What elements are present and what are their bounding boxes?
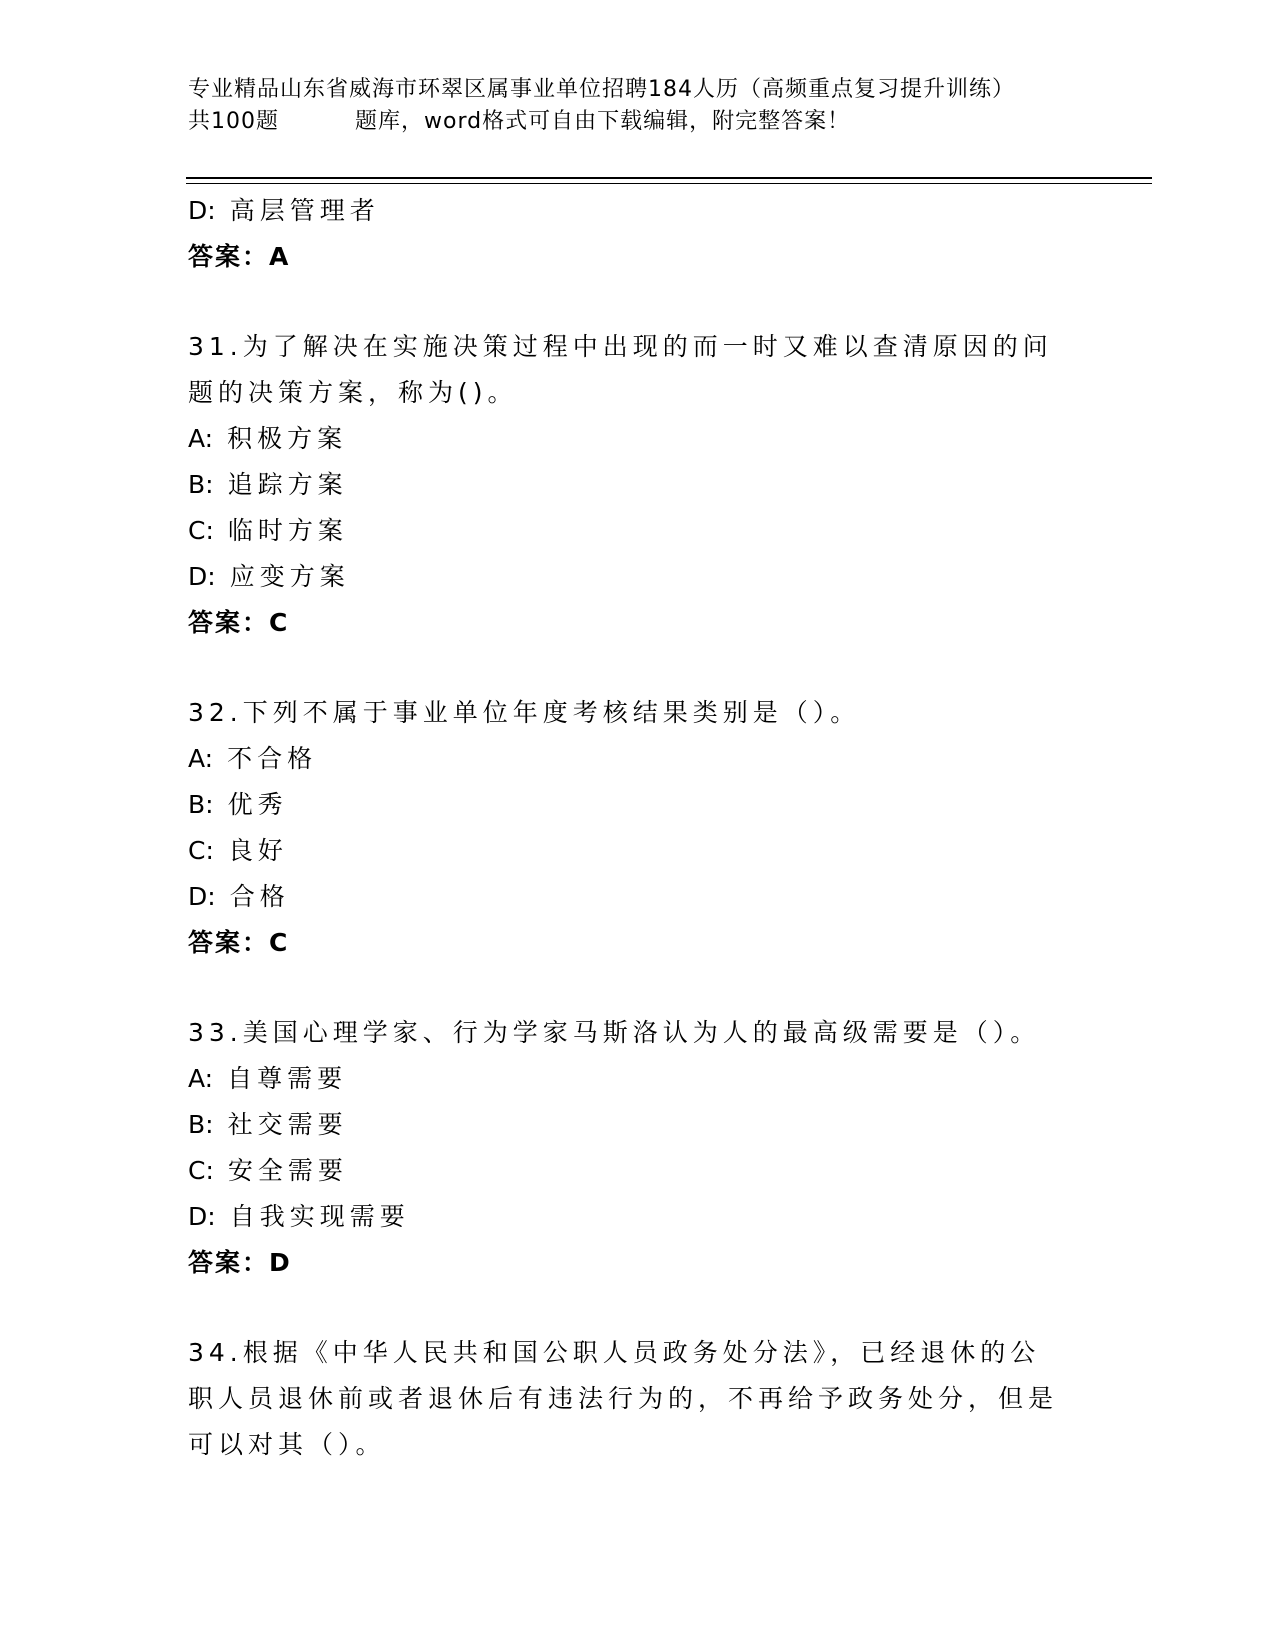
option-c xyxy=(188,1148,1088,1194)
option-label: B: xyxy=(188,790,214,819)
question-stem: 34.根据《中华人民共和国公职人员政务处分法》，已经退休的公职人员退休前或者退休后有违法行为的，不再给予政务处分，但是可以对其（）。 xyxy=(188,1338,1059,1459)
header-divider-thin xyxy=(186,183,1152,184)
question-31 xyxy=(188,324,1088,646)
question-stem: 31.为了解决在实施决策过程中出现的而一时又难以查清原因的问题的决策方案，称为()。 xyxy=(188,332,1053,407)
header-subtitle-line xyxy=(188,106,1118,138)
option-label: B: xyxy=(188,470,214,499)
option-label: B: xyxy=(188,1110,214,1139)
option-text: 良好 xyxy=(227,836,288,865)
header-divider-thick xyxy=(186,177,1152,179)
question-continued xyxy=(188,188,1088,280)
option-label: C: xyxy=(188,836,214,865)
option-text: 追踪方案 xyxy=(227,470,348,499)
option-text: 自我实现需要 xyxy=(229,1202,410,1231)
question-34 xyxy=(188,1330,1088,1468)
option-label: D: xyxy=(188,196,216,225)
option-label: C: xyxy=(188,516,214,545)
answer-line: 答案：D xyxy=(188,1248,292,1277)
option-a xyxy=(188,1056,1088,1102)
header-title-line: 专业精品山东省威海市环翠区属事业单位招聘184人历（高频重点复习提升训练） xyxy=(188,77,1015,102)
option-text: 优秀 xyxy=(227,790,288,819)
option-b xyxy=(188,462,1088,508)
option-text: 不合格 xyxy=(227,744,318,773)
option-b xyxy=(188,1102,1088,1148)
option-label: D: xyxy=(188,1202,216,1231)
option-d xyxy=(188,554,1088,600)
option-text: 高层管理者 xyxy=(229,196,380,225)
header-question-count: 共100题 xyxy=(188,109,279,134)
document-header xyxy=(188,74,1118,138)
option-text: 应变方案 xyxy=(229,562,350,591)
option-d xyxy=(188,188,1088,234)
option-label: D: xyxy=(188,882,216,911)
option-label: C: xyxy=(188,1156,214,1185)
question-list xyxy=(188,188,1088,1468)
option-d xyxy=(188,1194,1088,1240)
option-label: A: xyxy=(188,744,214,773)
answer-line: 答案：C xyxy=(188,608,290,637)
answer-line: 答案：C xyxy=(188,928,290,957)
question-33 xyxy=(188,1010,1088,1286)
option-text: 自尊需要 xyxy=(227,1064,348,1093)
option-d xyxy=(188,874,1088,920)
option-text: 社交需要 xyxy=(227,1110,348,1139)
option-c xyxy=(188,828,1088,874)
option-text: 安全需要 xyxy=(227,1156,348,1185)
option-label: A: xyxy=(188,424,214,453)
option-b xyxy=(188,782,1088,828)
option-text: 临时方案 xyxy=(227,516,348,545)
header-description: 题库，word格式可自由下载编辑，附完整答案！ xyxy=(355,109,851,134)
option-label: A: xyxy=(188,1064,214,1093)
option-a xyxy=(188,416,1088,462)
answer-line: 答案：A xyxy=(188,242,291,271)
option-text: 合格 xyxy=(229,882,290,911)
option-a xyxy=(188,736,1088,782)
option-c xyxy=(188,508,1088,554)
question-stem: 32.下列不属于事业单位年度考核结果类别是（）。 xyxy=(188,698,861,727)
option-text: 积极方案 xyxy=(227,424,348,453)
question-stem: 33.美国心理学家、行为学家马斯洛认为人的最高级需要是（）。 xyxy=(188,1018,1041,1047)
option-label: D: xyxy=(188,562,216,591)
question-32 xyxy=(188,690,1088,966)
